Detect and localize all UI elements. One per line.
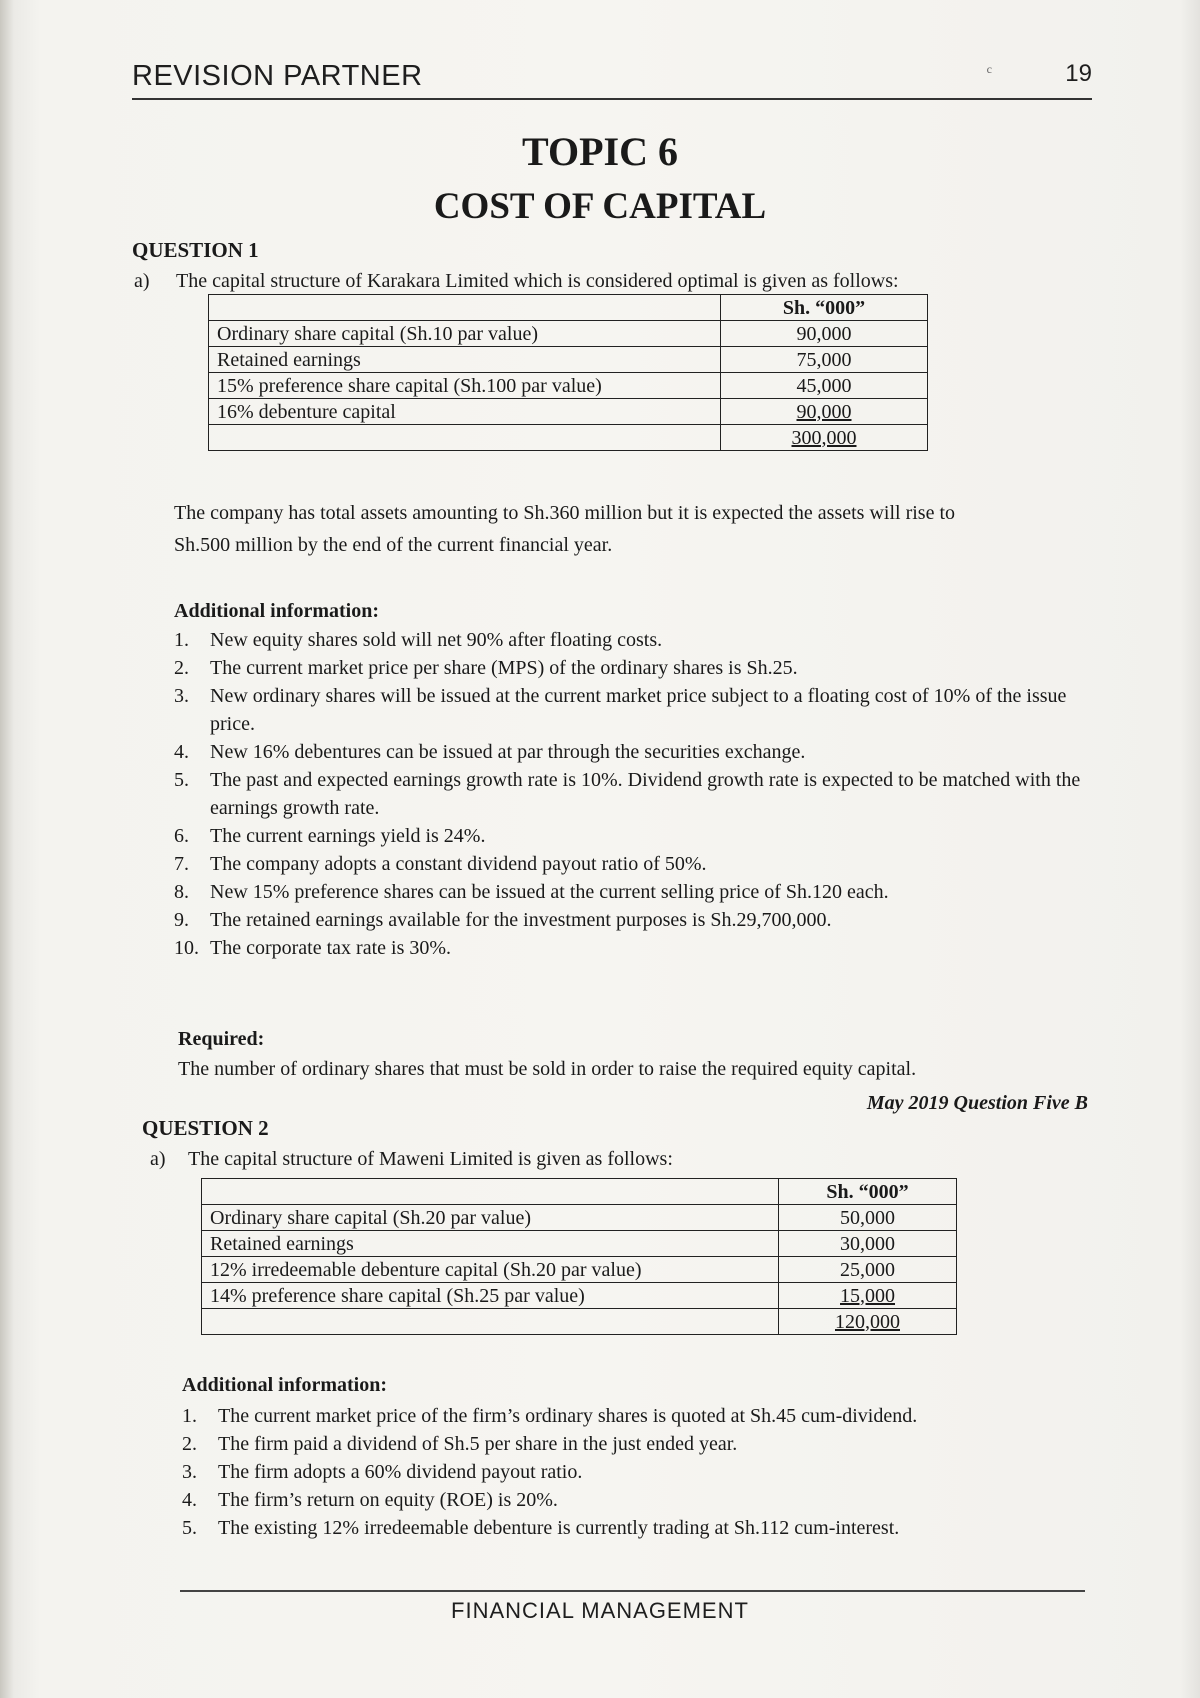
item-text: New equity shares sold will net 90% after floating costs. (210, 629, 663, 651)
row-value: 15,000 (779, 1283, 957, 1309)
question-1-required-text: The number of ordinary shares that must be sold in order to raise the required equity capital. (178, 1058, 917, 1080)
table-total-value: 120,000 (779, 1309, 957, 1335)
row-label: 12% irredeemable debenture capital (Sh.20 par value) (202, 1257, 779, 1283)
table-total-row (209, 425, 928, 451)
item-text: New ordinary shares will be issued at the current market price subject to a floating cost of 10% of the issue price. (210, 685, 1067, 735)
paragraph-line: Sh.500 million by the end of the current financial year. (174, 534, 613, 556)
brand-title: REVISION PARTNER (132, 60, 423, 92)
question-2-capital-table (201, 1178, 957, 1335)
row-label: 16% debenture capital (209, 399, 721, 425)
question-1-info-list (174, 626, 1092, 962)
page-number: 19 (1065, 60, 1092, 87)
row-label: Retained earnings (202, 1231, 779, 1257)
item-text: The retained earnings available for the investment purposes is Sh.29,700,000. (210, 909, 832, 931)
item-number: 5. (182, 1517, 197, 1539)
table-cell (202, 1309, 779, 1335)
item-text: The current market price per share (MPS) of the ordinary shares is Sh.25. (210, 657, 798, 679)
table-row (209, 321, 928, 347)
row-label: 14% preference share capital (Sh.25 par value) (202, 1283, 779, 1309)
item-number: 7. (174, 853, 189, 875)
row-value: 45,000 (721, 373, 928, 399)
item-text: The past and expected earnings growth rate is 10%. Dividend growth rate is expected to be matched with the earnings growth rate. (210, 769, 1081, 819)
table-total-value: 300,000 (721, 425, 928, 451)
item-text: The firm adopts a 60% dividend payout ratio. (218, 1461, 583, 1483)
question-2-intro: The capital structure of Maweni Limited is given as follows: (188, 1148, 673, 1170)
row-label: Ordinary share capital (Sh.10 par value) (209, 321, 721, 347)
question-1-required-heading: Required: (178, 1028, 265, 1050)
list-item (182, 1514, 1082, 1542)
table-header-cell: Sh. “000” (721, 295, 928, 321)
row-label: Ordinary share capital (Sh.20 par value) (202, 1205, 779, 1231)
item-number: 2. (182, 1433, 197, 1455)
row-label: 15% preference share capital (Sh.100 par value) (209, 373, 721, 399)
question-1-capital-table (208, 294, 928, 451)
question-1-part: a) (134, 270, 150, 292)
item-number: 4. (174, 741, 189, 763)
item-number: 6. (174, 825, 189, 847)
item-text: The current earnings yield is 24%. (210, 825, 486, 847)
question-2-part: a) (150, 1148, 166, 1170)
item-number: 10. (174, 937, 199, 959)
item-text: The firm’s return on equity (ROE) is 20%. (218, 1489, 558, 1511)
row-value: 25,000 (779, 1257, 957, 1283)
item-number: 2. (174, 657, 189, 679)
question-2-heading: QUESTION 2 (142, 1116, 269, 1140)
table-cell (209, 425, 721, 451)
row-value: 90,000 (721, 321, 928, 347)
list-item (182, 1430, 1082, 1458)
list-item (182, 1486, 1082, 1514)
item-number: 9. (174, 909, 189, 931)
question-1-heading: QUESTION 1 (132, 238, 259, 262)
table-header-row (202, 1179, 957, 1205)
list-item (182, 1402, 1082, 1430)
table-row (202, 1257, 957, 1283)
list-item (174, 822, 1092, 850)
page-footer: FINANCIAL MANAGEMENT (451, 1598, 749, 1623)
table-row (202, 1283, 957, 1309)
item-number: 8. (174, 881, 189, 903)
table-header-cell: Sh. “000” (779, 1179, 957, 1205)
item-text: New 16% debentures can be issued at par through the securities exchange. (210, 741, 806, 763)
page-header (132, 58, 1092, 100)
item-number: 1. (182, 1405, 197, 1427)
list-item (174, 878, 1092, 906)
item-text: New 15% preference shares can be issued at the current selling price of Sh.120 each. (210, 881, 889, 903)
question-1-paragraph (174, 500, 1094, 558)
list-item (182, 1458, 1082, 1486)
item-number: 4. (182, 1489, 197, 1511)
paragraph-line: The company has total assets amounting to Sh.360 million but it is expected the assets will rise to (174, 502, 955, 524)
row-value: 90,000 (721, 399, 928, 425)
item-number: 5. (174, 769, 189, 791)
table-row (209, 373, 928, 399)
list-item (174, 738, 1092, 766)
table-cell (202, 1179, 779, 1205)
table-row (202, 1231, 957, 1257)
list-item (174, 850, 1092, 878)
item-number: 3. (174, 685, 189, 707)
row-value: 50,000 (779, 1205, 957, 1231)
topic-number: TOPIC 6 (522, 129, 678, 174)
question-1-intro: The capital structure of Karakara Limited which is considered optimal is given as follows: (176, 270, 899, 292)
table-header-row (209, 295, 928, 321)
table-row (209, 399, 928, 425)
item-text: The existing 12% irredeemable debenture is currently trading at Sh.112 cum-interest. (218, 1517, 900, 1539)
item-text: The corporate tax rate is 30%. (210, 937, 452, 959)
row-value: 30,000 (779, 1231, 957, 1257)
table-total-row (202, 1309, 957, 1335)
question-1-additional-heading: Additional information: (174, 600, 380, 622)
table-cell (209, 295, 721, 321)
table-row (209, 347, 928, 373)
item-text: The current market price of the firm’s ordinary shares is quoted at Sh.45 cum-dividend. (218, 1405, 918, 1427)
item-number: 3. (182, 1461, 197, 1483)
question-1-source: May 2019 Question Five B (866, 1092, 1088, 1114)
table-row (202, 1205, 957, 1231)
item-text: The company adopts a constant dividend payout ratio of 50%. (210, 853, 707, 875)
list-item (174, 906, 1092, 934)
question-2-info-list (182, 1402, 1082, 1542)
list-item (174, 766, 1092, 822)
row-value: 75,000 (721, 347, 928, 373)
topic-title: COST OF CAPITAL (433, 186, 767, 227)
pen-mark: c (986, 62, 992, 76)
item-text: The firm paid a dividend of Sh.5 per share in the just ended year. (218, 1433, 738, 1455)
list-item (174, 682, 1092, 738)
footer-divider (180, 1590, 1085, 1592)
list-item (174, 934, 1092, 962)
list-item (174, 626, 1092, 654)
row-label: Retained earnings (209, 347, 721, 373)
question-2-additional-heading: Additional information: (182, 1374, 388, 1396)
item-number: 1. (174, 629, 189, 651)
list-item (174, 654, 1092, 682)
